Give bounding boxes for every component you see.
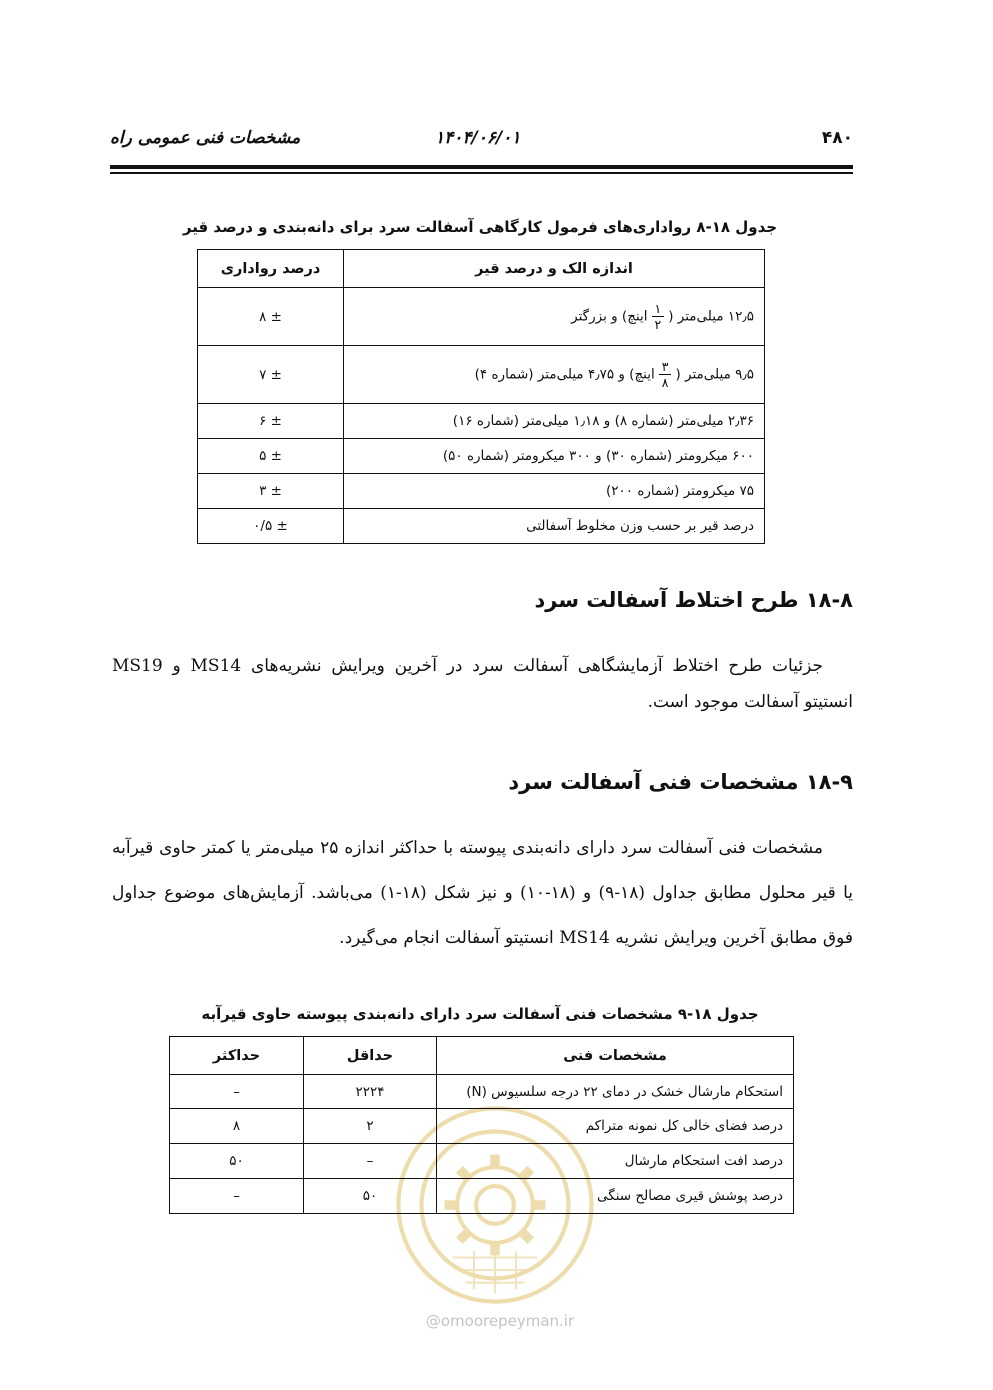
header-rule-thin xyxy=(110,172,853,174)
table1 xyxy=(197,249,765,544)
table-row xyxy=(198,346,765,404)
fraction xyxy=(652,302,665,331)
table2-cell-min: ۲ xyxy=(304,1109,437,1144)
table2-cell-max: ۵۰ xyxy=(170,1144,304,1179)
header-date: ۱۴۰۴/۰۶/۰۱ xyxy=(435,128,521,148)
fraction xyxy=(659,360,672,389)
table1-cell-sieve xyxy=(344,288,765,346)
table2-cell-spec: درصد افت استحکام مارشال xyxy=(437,1144,794,1179)
table2-caption: جدول ۱۸-۹ مشخصات فنی آسفالت سرد دارای دانه‌بندی پیوسته حاوی قیرآبه xyxy=(201,1005,759,1023)
table2-cell-spec: درصد فضای خالی کل نمونه متراکم xyxy=(437,1109,794,1144)
page-header xyxy=(110,128,853,154)
section9-text: مشخصات فنی آسفالت سرد دارای دانه‌بندی پیوسته با حداکثر اندازه ۲۵ میلی‌متر یا کمتر حاوی قیرآبه یا قیر محلول مطابق جداول (۱۸-۹) و (۱۸-۱۰) و نیز شکل (۱۸-۱) می‌باشد. آزمایش‌های موضوع جداول فوق مطابق آخرین ویرایش نشریه MS14 انستیتو آسفالت انجام می‌گیرد. xyxy=(112,838,853,948)
table-row xyxy=(170,1109,794,1144)
table2-cell-max: ۸ xyxy=(170,1109,304,1144)
section9-paragraph xyxy=(112,826,853,961)
fraction-numerator: ۳ xyxy=(659,360,672,375)
table-row xyxy=(170,1179,794,1214)
table1-cell-sieve: درصد قیر بر حسب وزن مخلوط آسفالتی xyxy=(344,509,765,544)
row-text-pre: ۹٫۵ میلی‌متر ( xyxy=(675,366,754,383)
table-row xyxy=(198,509,765,544)
table1-header-sieve: اندازه الک و درصد قیر xyxy=(344,250,765,288)
table1-cell-tolerance: ± ۷ xyxy=(198,346,344,404)
table1-header-tolerance: درصد رواداری xyxy=(198,250,344,288)
header-title: مشخصات فنی عمومی راه xyxy=(110,128,301,148)
section9-heading: ۱۸-۹ مشخصات فنی آسفالت سرد xyxy=(508,770,853,794)
row-text-post: اینچ) و بزرگتر xyxy=(571,308,648,325)
row-text-pre: ۱۲٫۵ میلی‌متر ( xyxy=(668,308,754,325)
table-row xyxy=(198,474,765,509)
table-row xyxy=(198,404,765,439)
fraction-numerator: ۱ xyxy=(652,302,665,317)
table1-cell-tolerance: ± ۰/۵ xyxy=(198,509,344,544)
section8-text: جزئیات طرح اختلاط آزمایشگاهی آسفالت سرد در آخرین ویرایش نشریه‌های MS14 و MS19 انستیتو آسفالت موجود است. xyxy=(112,656,853,712)
table1-cell-tolerance: ± ۳ xyxy=(198,474,344,509)
table2-cell-min: ۲۲۲۴ xyxy=(304,1075,437,1109)
table2-cell-max: – xyxy=(170,1179,304,1214)
table1-cell-sieve: ۷۵ میکرومتر (شماره ۲۰۰) xyxy=(344,474,765,509)
table2-header-max: حداکثر xyxy=(170,1037,304,1075)
table1-cell-sieve xyxy=(344,346,765,404)
table1-cell-tolerance: ± ۵ xyxy=(198,439,344,474)
fraction-denominator: ۲ xyxy=(654,317,662,332)
table1-caption: جدول ۱۸-۸ رواداری‌های فرمول کارگاهی آسفالت سرد برای دانه‌بندی و درصد قیر xyxy=(182,218,778,236)
watermark-text: @omoorepeyman.ir xyxy=(425,1312,575,1330)
header-rule-thick xyxy=(110,165,853,169)
table-row xyxy=(170,1144,794,1179)
table2-cell-min: ۵۰ xyxy=(304,1179,437,1214)
table1-cell-tolerance: ± ۸ xyxy=(198,288,344,346)
table1-cell-tolerance: ± ۶ xyxy=(198,404,344,439)
section8-heading: ۱۸-۸ طرح اختلاط آسفالت سرد xyxy=(534,588,853,612)
table-row xyxy=(170,1075,794,1109)
page-number: ۴۸۰ xyxy=(821,128,853,148)
table2-cell-max: – xyxy=(170,1075,304,1109)
row-text-post: اینچ) و ۴٫۷۵ میلی‌متر (شماره ۴) xyxy=(474,366,655,383)
table-row xyxy=(198,288,765,346)
fraction-denominator: ۸ xyxy=(661,375,669,390)
table2-cell-min: – xyxy=(304,1144,437,1179)
table2-header-spec: مشخصات فنی xyxy=(437,1037,794,1075)
table2-header-min: حداقل xyxy=(304,1037,437,1075)
section8-paragraph xyxy=(112,648,853,720)
table2-cell-spec: درصد پوشش قیری مصالح سنگی xyxy=(437,1179,794,1214)
table2 xyxy=(169,1036,794,1214)
table1-cell-sieve: ۶۰۰ میکرومتر (شماره ۳۰) و ۳۰۰ میکرومتر (شماره ۵۰) xyxy=(344,439,765,474)
table1-cell-sieve: ۲٫۳۶ میلی‌متر (شماره ۸) و ۱٫۱۸ میلی‌متر (شماره ۱۶) xyxy=(344,404,765,439)
table-row xyxy=(198,439,765,474)
table2-cell-spec: استحکام مارشال خشک در دمای ۲۲ درجه سلسیوس (N) xyxy=(437,1075,794,1109)
